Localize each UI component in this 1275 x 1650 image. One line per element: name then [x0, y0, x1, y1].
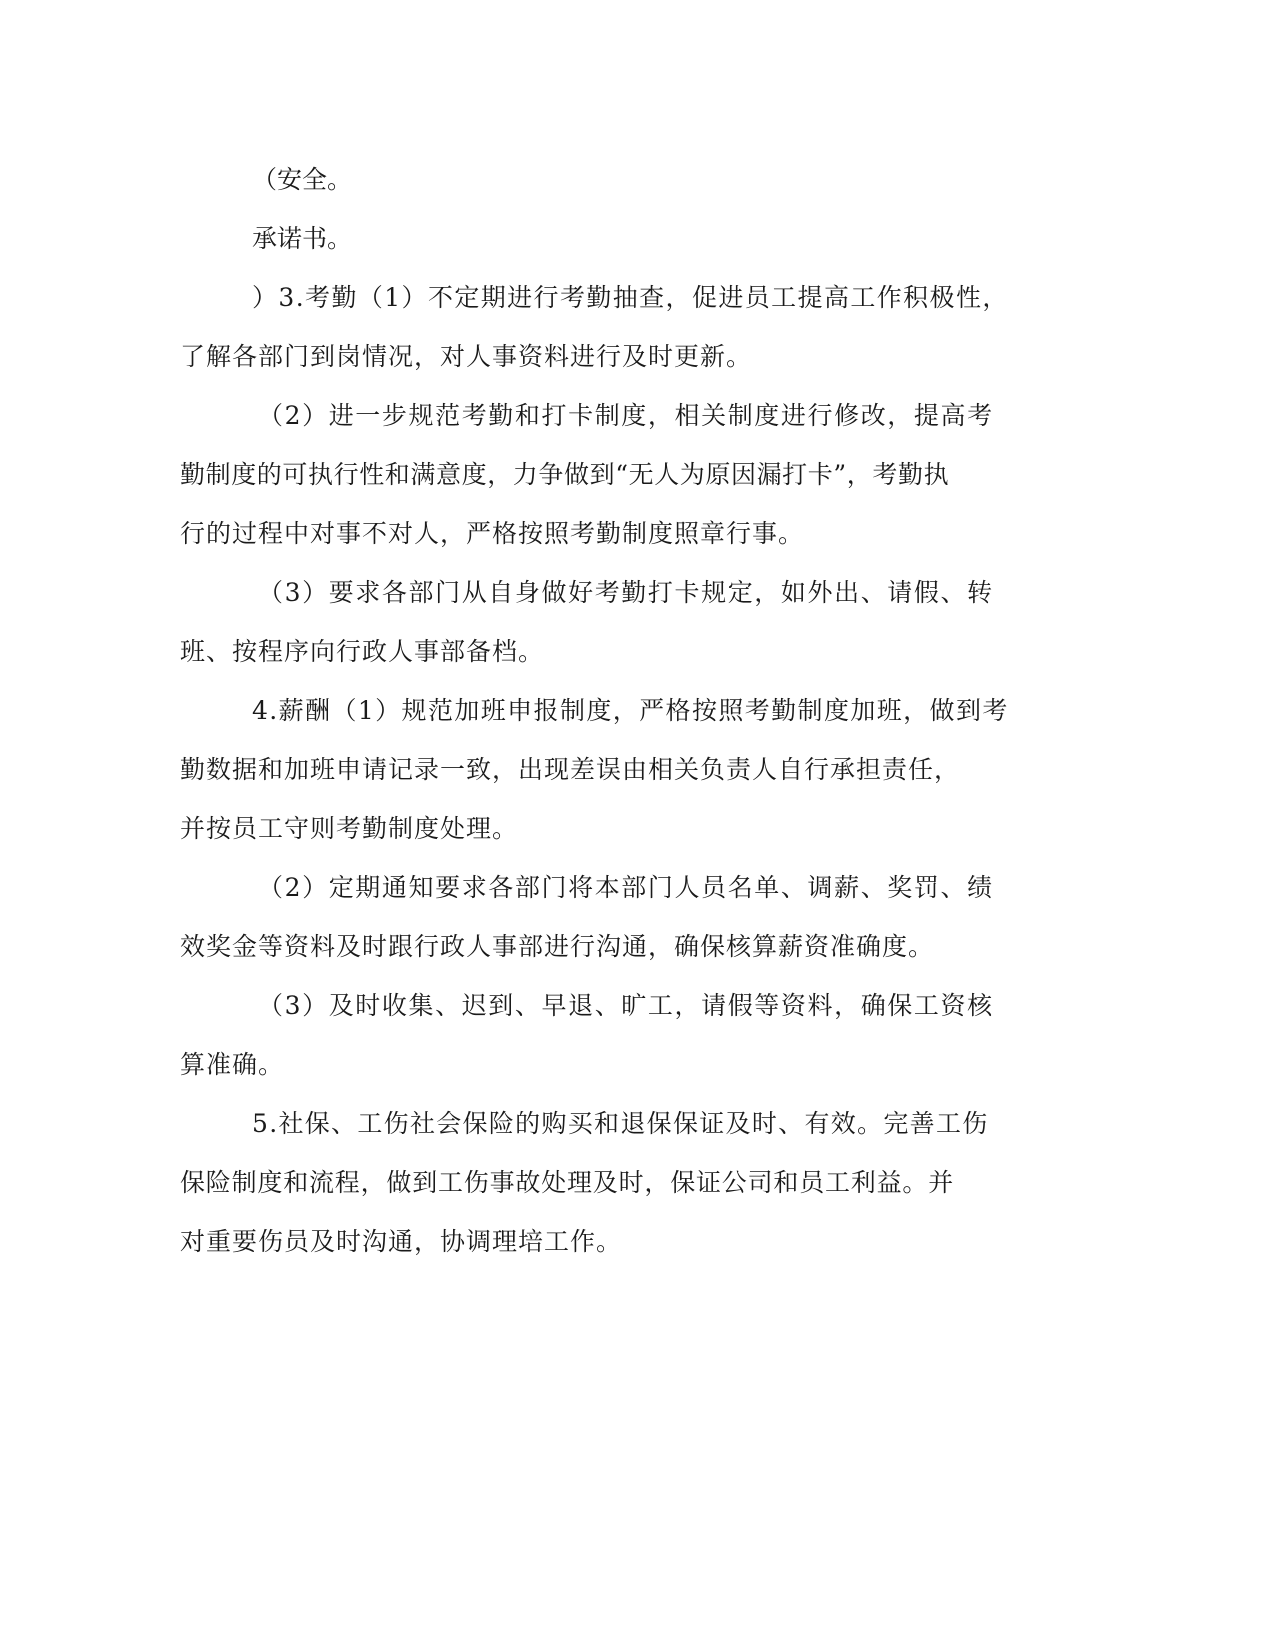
- text-line: （安全。: [252, 165, 353, 194]
- text-line: 保险制度和流程，做到工伤事故处理及时，保证公司和员工利益。并: [180, 1168, 955, 1197]
- text-line: 算准确。: [180, 1050, 285, 1079]
- text-line: 4.薪酬（1）规范加班申报制度，严格按照考勤制度加班，做到考: [252, 696, 1009, 725]
- text-line: （2）定期通知要求各部门将本部门人员名单、调薪、奖罚、绩: [258, 873, 994, 902]
- text-line: 效奖金等资料及时跟行政人事部进行沟通，确保核算薪资准确度。: [180, 932, 935, 961]
- text-line: ）3.考勤（1）不定期进行考勤抽查，促进员工提高工作积极性，: [252, 283, 1009, 312]
- text-line: 5.社保、工伤社会保险的购买和退保保证及时、有效。完善工伤: [252, 1109, 989, 1138]
- text-line: 勤制度的可执行性和满意度，力争做到“无人为原因漏打卡”，考勤执: [180, 460, 950, 489]
- text-line: 了解各部门到岗情况，对人事资料进行及时更新。: [180, 342, 753, 371]
- text-line: （3）要求各部门从自身做好考勤打卡规定，如外出、请假、转: [258, 578, 994, 607]
- text-line: 行的过程中对事不对人，严格按照考勤制度照章行事。: [180, 519, 805, 548]
- text-line: （3）及时收集、迟到、早退、旷工，请假等资料，确保工资核: [258, 991, 994, 1020]
- text-line: 勤数据和加班申请记录一致，出现差误由相关负责人自行承担责任，: [180, 755, 961, 784]
- text-line: 承诺书。: [252, 224, 353, 253]
- text-line: 并按员工守则考勤制度处理。: [180, 814, 519, 843]
- text-line: （2）进一步规范考勤和打卡制度，相关制度进行修改，提高考: [258, 401, 994, 430]
- text-line: 对重要伤员及时沟通，协调理培工作。: [180, 1227, 623, 1256]
- text-line: 班、按程序向行政人事部备档。: [180, 637, 545, 666]
